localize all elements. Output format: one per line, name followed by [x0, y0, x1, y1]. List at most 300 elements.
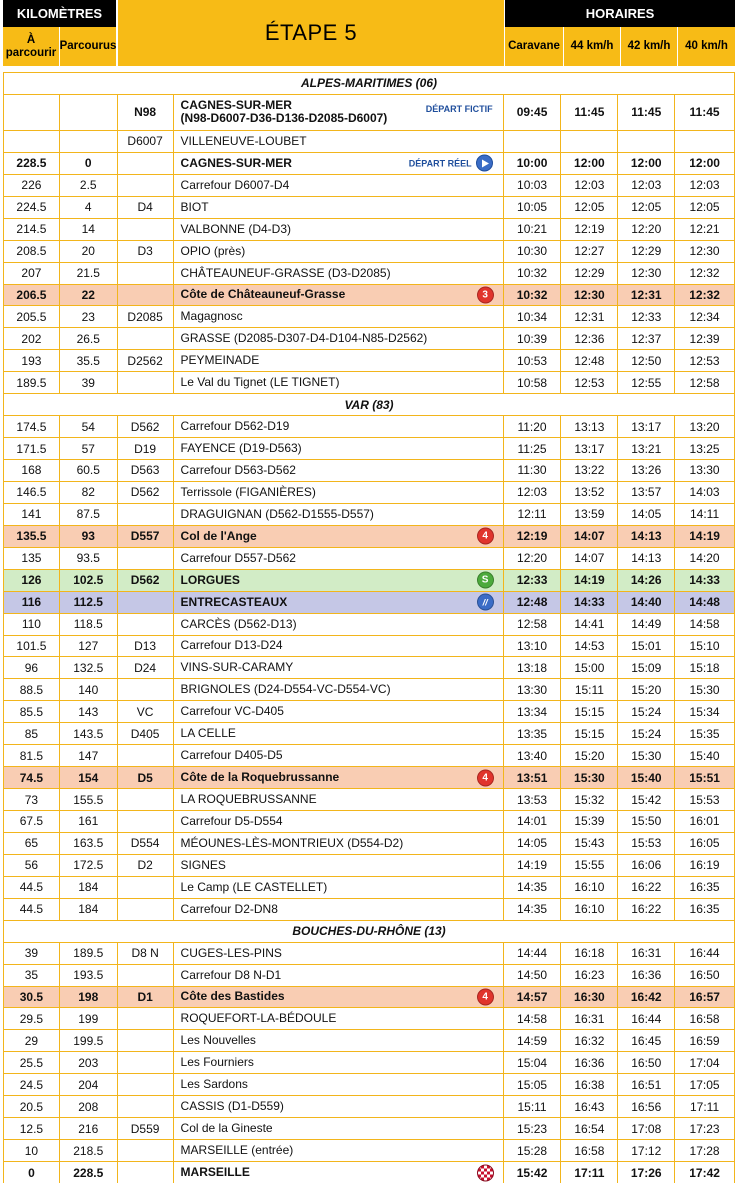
time-40kmh: 17:04	[689, 1055, 720, 1070]
time-caravane: 15:42	[504, 1162, 562, 1183]
table-row	[4, 811, 734, 833]
time-caravane: 14:58	[504, 1008, 562, 1029]
time-42kmh: 15:09	[618, 657, 675, 678]
location-name: Carrefour D562-D19	[180, 419, 290, 434]
location	[174, 197, 504, 218]
km-covered: 204	[60, 1074, 118, 1095]
km-covered: 35.5	[60, 350, 118, 371]
time-44kmh: 15:15	[561, 701, 618, 722]
road-number: D19	[118, 438, 174, 459]
location	[174, 1140, 504, 1161]
location	[174, 1162, 504, 1183]
location	[174, 745, 504, 766]
time-42kmh: 12:29	[618, 241, 675, 262]
location-name: DRAGUIGNAN (D562-D1555-D557)	[180, 506, 374, 521]
location-name: Côte de la Roquebrussanne	[180, 770, 340, 785]
km-remaining: 24.5	[4, 1074, 60, 1095]
time-44kmh: 16:43	[561, 1096, 618, 1117]
time-44kmh: 16:32	[561, 1030, 618, 1051]
time-44kmh: 16:36	[561, 1052, 618, 1073]
time-42kmh: 17:26	[618, 1162, 675, 1183]
location-name: GRASSE (D2085-D307-D4-D104-N85-D2562)	[180, 331, 428, 346]
location-name: VALBONNE (D4-D3)	[180, 221, 291, 236]
location-name: CAGNES-SUR-MER	[180, 155, 292, 170]
time-42kmh: 14:13	[618, 548, 675, 569]
road-number	[118, 1008, 174, 1029]
time-42kmh: 12:03	[618, 175, 675, 196]
location	[174, 241, 504, 262]
km-covered: 163.5	[60, 833, 118, 854]
road-number: D562	[118, 416, 174, 437]
table-row	[4, 965, 734, 987]
time-caravane: 13:40	[504, 745, 562, 766]
road-number: D8 N	[118, 943, 174, 964]
km-remaining: 12.5	[4, 1118, 60, 1139]
table-row	[4, 1118, 734, 1140]
km-remaining: 73	[4, 789, 60, 810]
km-remaining: 116	[4, 592, 60, 613]
road-number: D2085	[118, 306, 174, 327]
location	[174, 943, 504, 964]
road-number: D24	[118, 657, 174, 678]
location-name: MÉOUNES-LÈS-MONTRIEUX (D554-D2)	[180, 835, 404, 850]
caravane-header: Caravane	[505, 27, 563, 66]
km-remaining: 146.5	[4, 482, 60, 503]
km-covered: 112.5	[60, 592, 118, 613]
location	[174, 877, 504, 898]
finish-flag-icon	[477, 1164, 494, 1181]
km-covered: 22	[60, 285, 118, 306]
time-44kmh: 13:22	[561, 460, 618, 481]
time-42kmh: 13:21	[618, 438, 675, 459]
time-caravane: 12:11	[504, 504, 562, 525]
time-44kmh: 16:38	[561, 1074, 618, 1095]
km-remaining: 67.5	[4, 811, 60, 832]
km-covered: 208	[60, 1096, 118, 1117]
time-40kmh: 13:30	[689, 463, 720, 478]
time-40kmh: 14:11	[690, 507, 720, 522]
time-42kmh: 15:42	[618, 789, 675, 810]
time-42kmh: 15:53	[618, 833, 675, 854]
road-number	[118, 811, 174, 832]
table-row	[4, 219, 734, 241]
time-42kmh: 12:00	[618, 153, 675, 174]
table-row	[4, 701, 734, 723]
time-42kmh: 16:36	[618, 965, 675, 986]
location-name: Magagnosc	[180, 309, 243, 324]
time-44kmh: 15:30	[561, 767, 618, 788]
road-number: D554	[118, 833, 174, 854]
parcourus-header: Parcourus	[60, 27, 116, 66]
time-40kmh: 15:34	[689, 704, 720, 719]
km-remaining: 85	[4, 723, 60, 744]
time-42kmh: 16:06	[618, 855, 675, 876]
time-44kmh: 13:52	[561, 482, 618, 503]
time-44kmh: 15:32	[561, 789, 618, 810]
time-44kmh: 12:03	[561, 175, 618, 196]
time-40kmh: 17:05	[689, 1077, 720, 1092]
speed-44-header: 44 km/h	[564, 27, 620, 66]
location	[174, 328, 504, 349]
road-number: D13	[118, 636, 174, 657]
table-row	[4, 504, 734, 526]
region-label: ALPES-MARITIMES (06)	[300, 76, 437, 91]
time-caravane: 10:53	[504, 350, 562, 371]
location-name: Carrefour D405-D5	[180, 748, 283, 763]
road-number	[118, 1074, 174, 1095]
location	[174, 614, 504, 635]
time-44kmh: 15:11	[561, 679, 618, 700]
time-42kmh: 13:26	[618, 460, 675, 481]
table-row	[4, 175, 734, 197]
road-number	[118, 745, 174, 766]
depart-tag	[426, 104, 493, 114]
table-row	[4, 306, 734, 328]
road-number	[118, 285, 174, 306]
time-44kmh: 15:55	[561, 855, 618, 876]
feed-badge-icon: //	[477, 594, 494, 611]
location-name: CARCÈS (D562-D13)	[180, 616, 297, 631]
time-44kmh: 16:23	[561, 965, 618, 986]
road-number	[118, 877, 174, 898]
km-remaining: 56	[4, 855, 60, 876]
time-caravane: 14:44	[504, 943, 562, 964]
time-44kmh: 16:58	[561, 1140, 618, 1161]
time-44kmh: 17:11	[561, 1162, 618, 1183]
km-remaining: 193	[4, 350, 60, 371]
time-42kmh: 15:30	[618, 745, 675, 766]
km-covered: 118.5	[60, 614, 118, 635]
table-row	[4, 899, 734, 921]
location	[174, 1074, 504, 1095]
table-row	[4, 372, 734, 394]
km-remaining: 189.5	[4, 372, 60, 393]
time-42kmh: 16:22	[618, 877, 675, 898]
time-44kmh: 16:54	[561, 1118, 618, 1139]
time-40kmh: 17:42	[689, 1165, 720, 1180]
table-row	[4, 636, 734, 658]
location-name: Le Camp (LE CASTELLET)	[180, 879, 328, 894]
time-40kmh: 14:33	[689, 573, 720, 588]
km-covered: 172.5	[60, 855, 118, 876]
road-number	[118, 679, 174, 700]
time-42kmh: 15:24	[618, 723, 675, 744]
km-covered: 54	[60, 416, 118, 437]
time-44kmh: 13:59	[561, 504, 618, 525]
depart-label: DÉPART RÉEL	[408, 158, 472, 169]
time-40kmh: 12:30	[689, 244, 720, 259]
table-row	[4, 482, 734, 504]
time-42kmh: 16:31	[618, 943, 675, 964]
time-40kmh: 11:45	[689, 105, 720, 120]
time-44kmh: 16:10	[561, 877, 618, 898]
time-42kmh: 14:49	[618, 614, 675, 635]
time-caravane: 12:19	[504, 526, 562, 547]
time-44kmh: 12:48	[561, 350, 618, 371]
time-40kmh: 16:19	[689, 858, 720, 873]
location	[174, 636, 504, 657]
time-44kmh: 15:20	[561, 745, 618, 766]
time-44kmh: 16:10	[561, 899, 618, 920]
location	[174, 789, 504, 810]
time-40kmh: 15:40	[689, 748, 720, 763]
road-number: D4	[118, 197, 174, 218]
time-caravane: 14:05	[504, 833, 562, 854]
table-row	[4, 657, 734, 679]
km-remaining: 29	[4, 1030, 60, 1051]
time-40kmh: 16:01	[689, 814, 720, 829]
location	[174, 965, 504, 986]
time-42kmh: 15:01	[618, 636, 675, 657]
km-covered: 102.5	[60, 570, 118, 591]
km-remaining: 224.5	[4, 197, 60, 218]
time-caravane: 13:35	[504, 723, 562, 744]
table-row	[4, 592, 734, 614]
location-name: Col de l'Ange	[180, 528, 257, 543]
time-42kmh: 12:37	[618, 328, 675, 349]
time-40kmh: 13:20	[689, 419, 720, 434]
time-caravane: 11:30	[504, 460, 562, 481]
km-remaining: 135.5	[4, 526, 60, 547]
km-covered: 199	[60, 1008, 118, 1029]
time-caravane: 15:05	[504, 1074, 562, 1095]
time-40kmh: 13:25	[689, 441, 720, 456]
location-name: Carrefour D2-DN8	[180, 901, 278, 916]
table-row	[4, 241, 734, 263]
location-name: CASSIS (D1-D559)	[180, 1099, 284, 1114]
table-row	[4, 570, 734, 592]
time-caravane: 09:45	[504, 95, 562, 130]
location-name: VILLENEUVE-LOUBET	[180, 133, 307, 148]
time-44kmh: 12:53	[561, 372, 618, 393]
km-covered: 23	[60, 306, 118, 327]
km-covered: 216	[60, 1118, 118, 1139]
location	[174, 1118, 504, 1139]
road-number	[118, 614, 174, 635]
time-40kmh: 16:59	[689, 1033, 720, 1048]
time-44kmh: 12:00	[561, 153, 618, 174]
location-name: MARSEILLE (entrée)	[180, 1143, 294, 1158]
km-covered	[60, 131, 118, 152]
time-40kmh: 16:57	[689, 989, 720, 1004]
location-name: BIOT	[180, 199, 209, 214]
time-42kmh: 15:50	[618, 811, 675, 832]
depart-label: DÉPART FICTIF	[425, 103, 493, 114]
km-covered: 87.5	[60, 504, 118, 525]
time-42kmh: 15:40	[618, 767, 675, 788]
time-40kmh: 12:34	[689, 309, 720, 324]
time-40kmh: 12:58	[689, 375, 720, 390]
climb-badge-icon: 3	[477, 286, 494, 303]
time-caravane: 14:50	[504, 965, 562, 986]
km-covered: 198	[60, 987, 118, 1008]
road-number: D563	[118, 460, 174, 481]
time-42kmh: 12:30	[618, 263, 675, 284]
time-44kmh	[561, 131, 618, 152]
region-row	[4, 394, 734, 416]
km-covered: 21.5	[60, 263, 118, 284]
depart-tag	[409, 155, 493, 172]
time-caravane: 10:58	[504, 372, 562, 393]
location	[174, 548, 504, 569]
time-42kmh: 16:50	[618, 1052, 675, 1073]
road-number	[118, 153, 174, 174]
time-44kmh: 14:07	[561, 526, 618, 547]
location	[174, 416, 504, 437]
time-42kmh: 14:13	[618, 526, 675, 547]
km-remaining: 174.5	[4, 416, 60, 437]
table-row	[4, 548, 734, 570]
table-row	[4, 460, 734, 482]
location	[174, 460, 504, 481]
km-remaining: 81.5	[4, 745, 60, 766]
location	[174, 570, 504, 591]
region-label: BOUCHES-DU-RHÔNE (13)	[292, 924, 446, 939]
climb-badge-icon: 4	[477, 988, 494, 1005]
table-row	[4, 1162, 734, 1183]
table-row	[4, 1008, 734, 1030]
time-40kmh: 16:35	[689, 880, 720, 895]
km-covered: 82	[60, 482, 118, 503]
location-name: Carrefour D563-D562	[180, 462, 296, 477]
road-number	[118, 175, 174, 196]
table-row	[4, 263, 734, 285]
time-40kmh: 12:53	[689, 353, 720, 368]
location	[174, 657, 504, 678]
time-caravane: 14:35	[504, 899, 562, 920]
location	[174, 811, 504, 832]
time-42kmh: 17:12	[618, 1140, 675, 1161]
km-covered: 0	[60, 153, 118, 174]
km-remaining: 214.5	[4, 219, 60, 240]
location-name: Côte des Bastides	[180, 989, 285, 1004]
location	[174, 131, 504, 152]
time-caravane: 13:30	[504, 679, 562, 700]
km-covered: 93	[60, 526, 118, 547]
km-remaining: 44.5	[4, 877, 60, 898]
time-42kmh: 12:31	[618, 285, 675, 306]
time-40kmh: 14:19	[689, 529, 720, 544]
road-number	[118, 1162, 174, 1183]
location-name: Le Val du Tignet (LE TIGNET)	[180, 375, 340, 390]
location-name: VINS-SUR-CARAMY	[180, 660, 294, 675]
road-number	[118, 1140, 174, 1161]
km-covered: 184	[60, 899, 118, 920]
time-40kmh: 12:05	[689, 200, 720, 215]
time-40kmh: 14:03	[689, 485, 720, 500]
time-44kmh: 14:33	[561, 592, 618, 613]
location	[174, 987, 504, 1008]
time-40kmh: 16:44	[689, 946, 720, 961]
km-covered: 26.5	[60, 328, 118, 349]
location	[174, 263, 504, 284]
location	[174, 306, 504, 327]
road-number: D562	[118, 570, 174, 591]
time-40kmh: 16:05	[689, 836, 720, 851]
speed-40-header: 40 km/h	[678, 27, 735, 66]
km-remaining	[4, 95, 60, 130]
km-covered: 189.5	[60, 943, 118, 964]
time-44kmh: 14:07	[561, 548, 618, 569]
table-row	[4, 987, 734, 1009]
time-42kmh: 11:45	[618, 95, 675, 130]
time-44kmh: 14:53	[561, 636, 618, 657]
time-caravane: 14:59	[504, 1030, 562, 1051]
km-remaining: 20.5	[4, 1096, 60, 1117]
time-caravane: 10:21	[504, 219, 562, 240]
location-name: LORGUES	[180, 572, 240, 587]
km-covered: 143.5	[60, 723, 118, 744]
location-name: CHÂTEAUNEUF-GRASSE (D3-D2085)	[180, 265, 391, 280]
location	[174, 899, 504, 920]
time-40kmh: 17:11	[690, 1099, 720, 1114]
location-name: Les Fourniers	[180, 1055, 254, 1070]
km-covered: 2.5	[60, 175, 118, 196]
km-remaining: 74.5	[4, 767, 60, 788]
location	[174, 95, 504, 130]
a-parcourir-header: À parcourir	[3, 27, 59, 66]
location-name: SIGNES	[180, 857, 226, 872]
time-caravane: 13:34	[504, 701, 562, 722]
table-row	[4, 789, 734, 811]
road-number: N98	[118, 95, 174, 130]
time-40kmh: 17:28	[689, 1143, 720, 1158]
time-44kmh: 15:15	[561, 723, 618, 744]
road-number	[118, 328, 174, 349]
timetable-rows	[3, 72, 735, 1183]
km-remaining: 65	[4, 833, 60, 854]
location-name: Carrefour D13-D24	[180, 638, 283, 653]
stage-title: ÉTAPE 5	[118, 0, 504, 66]
time-40kmh: 16:50	[689, 968, 720, 983]
road-number: D559	[118, 1118, 174, 1139]
table-row	[4, 1140, 734, 1162]
time-40kmh: 14:48	[689, 595, 720, 610]
km-covered: 60.5	[60, 460, 118, 481]
time-44kmh: 14:41	[561, 614, 618, 635]
time-caravane: 10:32	[504, 263, 562, 284]
km-remaining: 226	[4, 175, 60, 196]
table-row	[4, 723, 734, 745]
location-name: Carrefour D557-D562	[180, 550, 296, 565]
table-row	[4, 526, 734, 548]
time-40kmh: 15:53	[689, 792, 720, 807]
time-caravane: 12:48	[504, 592, 562, 613]
time-caravane: 14:35	[504, 877, 562, 898]
time-40kmh: 16:35	[689, 902, 720, 917]
table-row	[4, 1030, 734, 1052]
km-remaining: 171.5	[4, 438, 60, 459]
table-row	[4, 328, 734, 350]
table-row	[4, 1074, 734, 1096]
time-44kmh: 13:13	[561, 416, 618, 437]
region-label: VAR (83)	[344, 397, 394, 412]
km-remaining: 39	[4, 943, 60, 964]
location	[174, 438, 504, 459]
km-covered: 154	[60, 767, 118, 788]
time-caravane	[504, 131, 562, 152]
table-row	[4, 1052, 734, 1074]
time-44kmh: 12:05	[561, 197, 618, 218]
time-42kmh: 13:57	[618, 482, 675, 503]
time-42kmh	[618, 131, 675, 152]
time-42kmh: 14:26	[618, 570, 675, 591]
km-covered: 14	[60, 219, 118, 240]
road-number: D5	[118, 767, 174, 788]
km-covered: 20	[60, 241, 118, 262]
location-name: Les Sardons	[180, 1077, 248, 1092]
location	[174, 1008, 504, 1029]
